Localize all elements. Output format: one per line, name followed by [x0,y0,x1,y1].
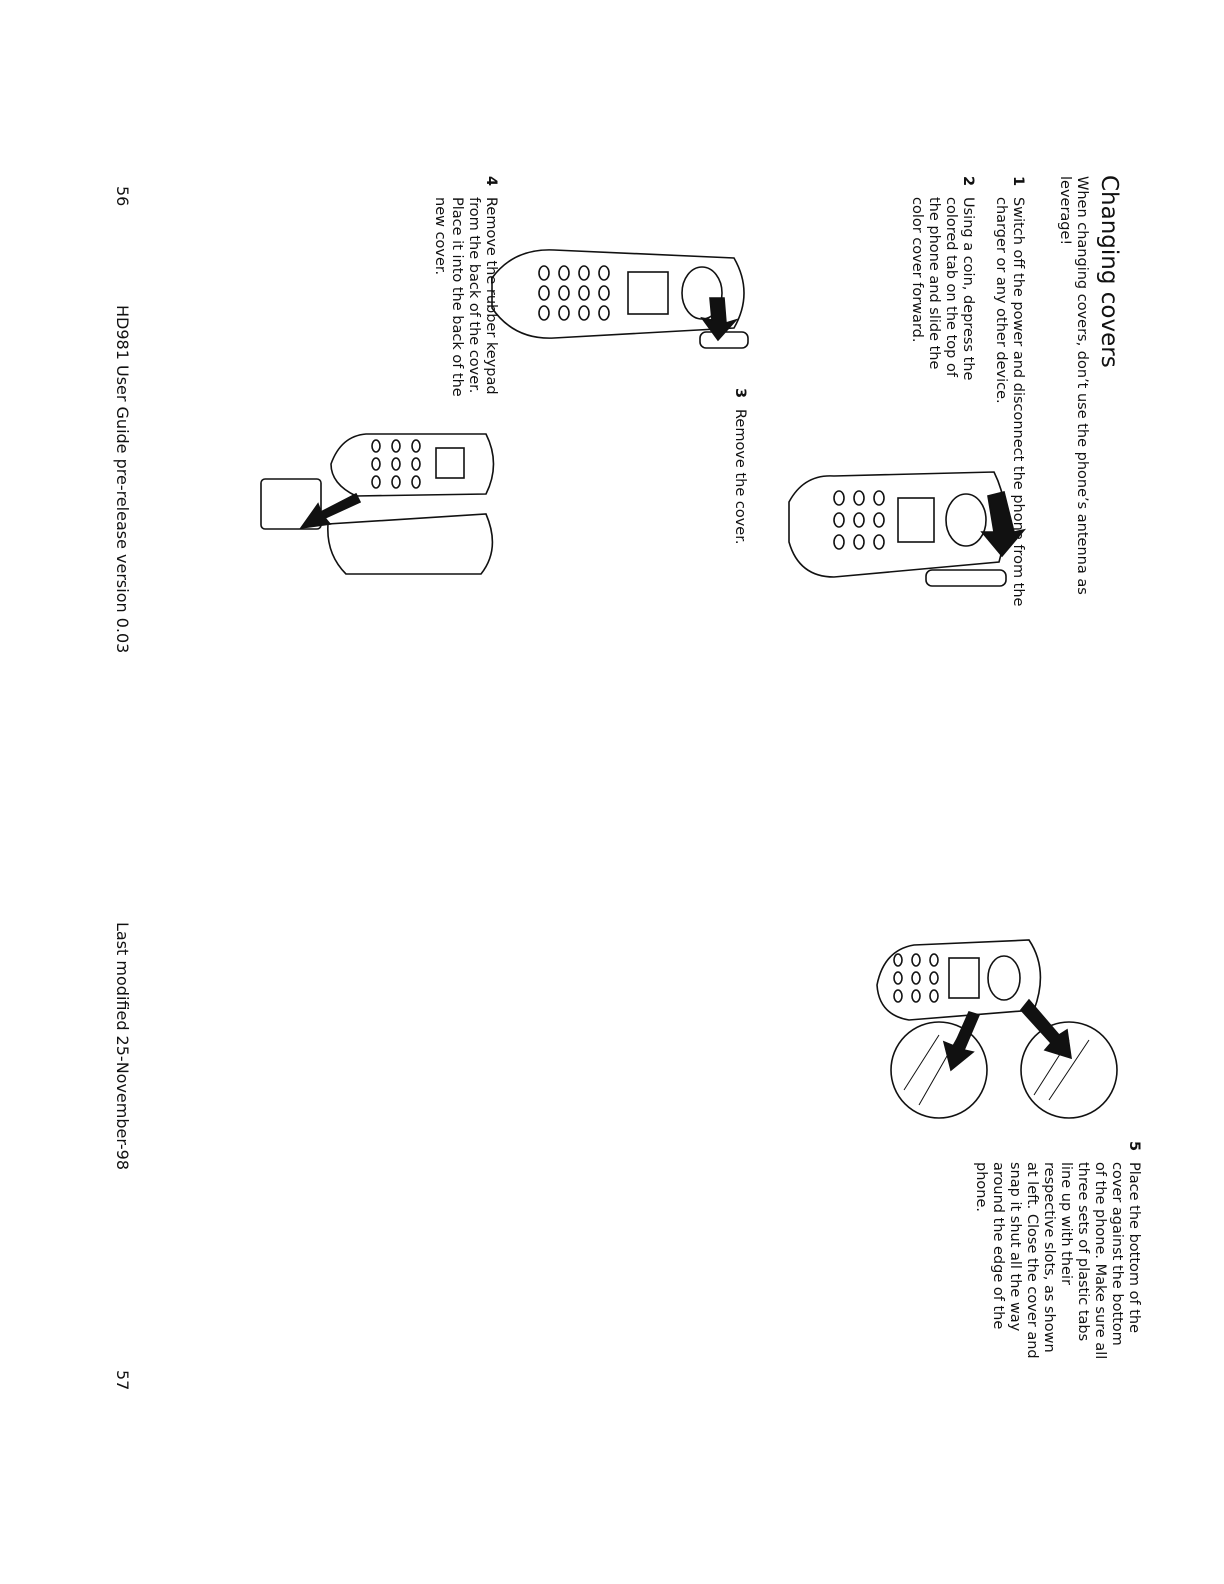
right-page-number: 57 [113,1370,132,1391]
step-number: 2 [960,176,976,187]
step-text: Using a coin, depress the colored tab on the top of the phone and slide the color cover forward. [909,197,976,381]
cover-tabs-detail-icon [869,930,1129,1130]
step-number: 4 [483,176,499,187]
step-number: 5 [1126,1141,1142,1152]
phone-remove-cover-icon [774,452,1024,602]
step-text: Remove the cover. [732,409,748,545]
step-3 [728,388,748,608]
step-text: Switch off the power and disconnect the phone from the charger or any other device. [993,197,1026,607]
step-number: 3 [732,388,748,399]
step-2 [886,176,976,396]
footer-last-modified: Last modified 25-November-98 [113,922,132,1171]
keypad-transfer-icon [246,424,506,584]
left-page-number: 56 [113,186,132,207]
step-number: 1 [1010,176,1026,187]
step-text: Remove the rubber keypad from the back of the cover. Place it into the back of the new cover. [432,197,499,397]
step-5 [922,1141,1142,1361]
intro-warning: When changing covers, don’t use the phone’s antenna as leverage! [1057,176,1090,595]
phone-slide-cover-icon [454,228,754,358]
section-heading: Changing covers [1096,175,1122,368]
footer-title: HD981 User Guide pre-release version 0.03 [113,305,132,654]
step-text: Place the bottom of the cover against the bottom of the phone. Make sure all three sets of plastic tabs line up with their respective slots, as shown at left. Close the cover and snap it shut all the way around the edge of the phone. [973,1162,1142,1360]
